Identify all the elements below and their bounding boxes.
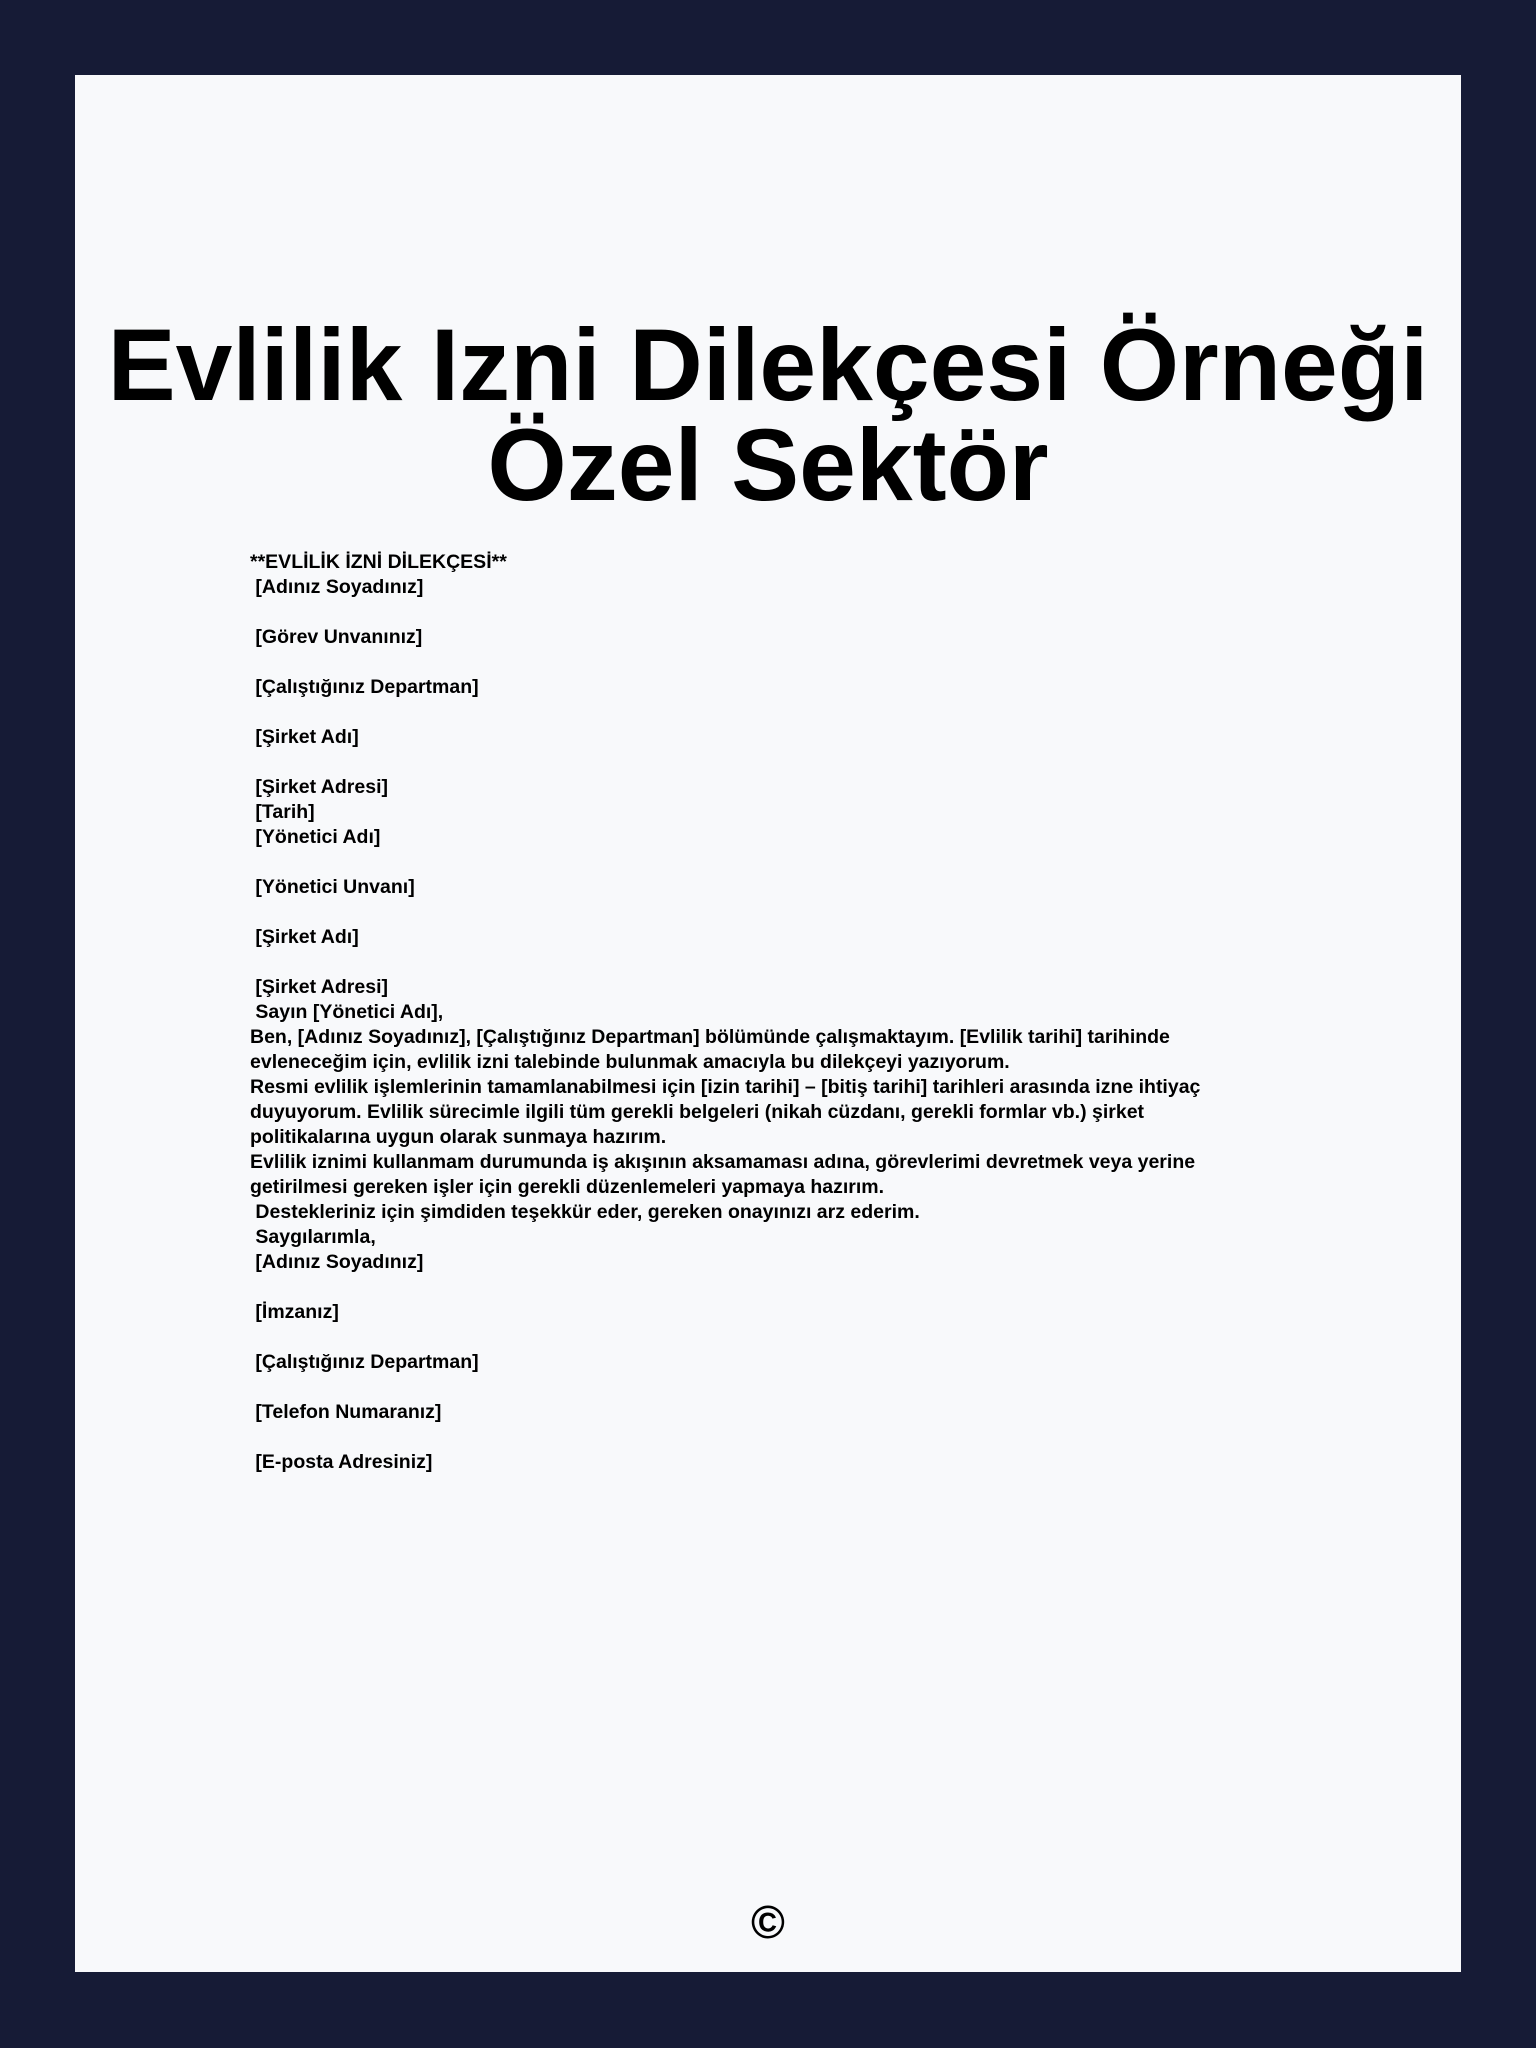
letter-line: [Şirket Adı] bbox=[250, 726, 359, 748]
blank-line bbox=[250, 900, 1260, 925]
letter-line: [Adınız Soyadınız] bbox=[250, 1251, 424, 1273]
blank-line bbox=[250, 1425, 1260, 1450]
letter-line: [İmzanız] bbox=[250, 1301, 339, 1323]
blank-line bbox=[250, 600, 1260, 625]
blank-line bbox=[250, 650, 1260, 675]
blank-line bbox=[250, 1325, 1260, 1350]
letter-line: [Şirket Adresi] bbox=[250, 776, 388, 798]
blank-line bbox=[250, 700, 1260, 725]
letter-line: Resmi evlilik işlemlerinin tamamlanabilmesi için [izin tarihi] – [bitiş tarihi] tarihleri arasında izne ihtiyaç duyuyorum. Evlilik sürecimle ilgili tüm gerekli belgeleri (nikah cüzdanı, gerekli formlar vb.) şirket politikalarına uygun olarak sunmaya hazırım. bbox=[250, 1076, 1206, 1148]
letter-line: [Çalıştığınız Departman] bbox=[250, 1351, 479, 1373]
blank-line bbox=[250, 1275, 1260, 1300]
letter-body bbox=[250, 550, 1260, 1475]
letter-line: [Görev Unvanınız] bbox=[250, 626, 423, 648]
letter-line: [Çalıştığınız Departman] bbox=[250, 676, 479, 698]
letter-line: [Yönetici Unvanı] bbox=[250, 876, 415, 898]
letter-line: Ben, [Adınız Soyadınız], [Çalıştığınız Departman] bölümünde çalışmaktayım. [Evlilik tarihi] tarihinde evleneceğim için, evlilik izni talebinde bulunmak amacıyla bu dilekçeyi yazıyorum. bbox=[250, 1026, 1176, 1073]
letter-line: Sayın [Yönetici Adı], bbox=[250, 1001, 444, 1023]
letter-line: [E-posta Adresiniz] bbox=[250, 1451, 433, 1473]
title-line-1: Evlilik Izni Dilekçesi Örneği bbox=[107, 308, 1429, 422]
letter-line: [Tarih] bbox=[250, 801, 315, 823]
letter-line: [Şirket Adresi] bbox=[250, 976, 388, 998]
blank-line bbox=[250, 850, 1260, 875]
letter-line: Saygılarımla, bbox=[250, 1226, 376, 1248]
blank-line bbox=[250, 1375, 1260, 1400]
letter-line: [Şirket Adı] bbox=[250, 926, 359, 948]
letter-line: Destekleriniz için şimdiden teşekkür eder, gereken onayınızı arz ederim. bbox=[250, 1201, 920, 1223]
blank-line bbox=[250, 950, 1260, 975]
document-page bbox=[75, 75, 1461, 1972]
letter-line: **EVLİLİK İZNİ DİLEKÇESİ** bbox=[250, 551, 507, 573]
letter-line: Evlilik iznimi kullanmam durumunda iş akışının aksamaması adına, görevlerimi devretmek veya yerine getirilmesi gereken işler için gerekli düzenlemeleri yapmaya hazırım. bbox=[250, 1151, 1201, 1198]
letter-line: [Yönetici Adı] bbox=[250, 826, 381, 848]
title-line-2: Özel Sektör bbox=[487, 408, 1049, 522]
letter-line: [Adınız Soyadınız] bbox=[250, 576, 424, 598]
blank-line bbox=[250, 750, 1260, 775]
page-title bbox=[75, 308, 1461, 522]
copyright-icon: © bbox=[751, 1896, 785, 1948]
letter-line: [Telefon Numaranız] bbox=[250, 1401, 442, 1423]
